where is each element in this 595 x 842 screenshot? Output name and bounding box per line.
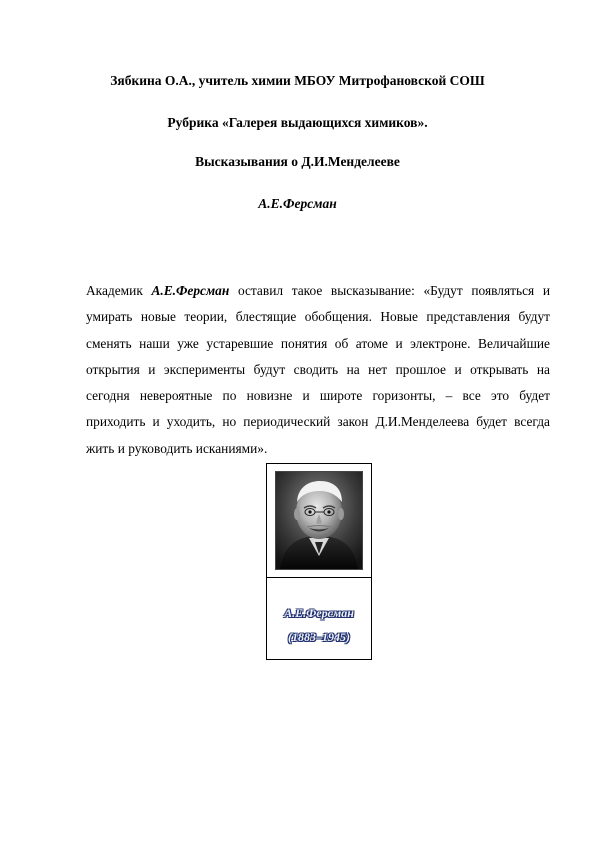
rubric-title: Рубрика «Галерея выдающихся химиков». <box>167 115 428 130</box>
portrait-caption-name: А.Е.Ферсман <box>284 606 354 620</box>
quote-line-1 <box>86 278 550 304</box>
quote-author-name: А.Е.Ферсман <box>151 283 230 298</box>
portrait-caption-years: (1883–1945) <box>288 630 350 644</box>
document-author-line: Зябкина О.А., учитель химии МБОУ Митрофановской СОШ <box>110 73 485 88</box>
quote-line-7: жить и руководить исканиями». <box>86 440 268 456</box>
portrait-photo <box>275 471 363 570</box>
quote-line-5: сегодня невероятные по новизне и широте горизонты, – все это будет <box>86 388 550 404</box>
quote-line-3: сменять наши уже устаревшие понятия об атоме и электроне. Величайшие <box>86 335 550 351</box>
quote-lead: Академик <box>86 283 152 298</box>
quote-line-6: приходить и уходить, но периодический закон Д.И.Менделеева будет всегда <box>86 414 550 430</box>
portrait-illustration <box>276 472 362 569</box>
topic-title: Высказывания о Д.И.Менделееве <box>195 154 400 169</box>
person-title: А.Е.Ферсман <box>258 196 337 211</box>
quote-line-2: умирать новые теории, блестящие обобщения. Новые представления будут <box>86 309 550 325</box>
quote-line-4: открытия и эксперименты будут сводить на нет прошлое и открывать на <box>86 361 550 377</box>
portrait-photo-cell <box>267 464 371 578</box>
portrait-caption-cell <box>267 578 371 659</box>
quote-line-1-text: оставил такое высказывание: «Будут появляться и <box>229 283 550 298</box>
portrait-table <box>266 463 372 660</box>
quote-paragraph <box>86 278 550 462</box>
